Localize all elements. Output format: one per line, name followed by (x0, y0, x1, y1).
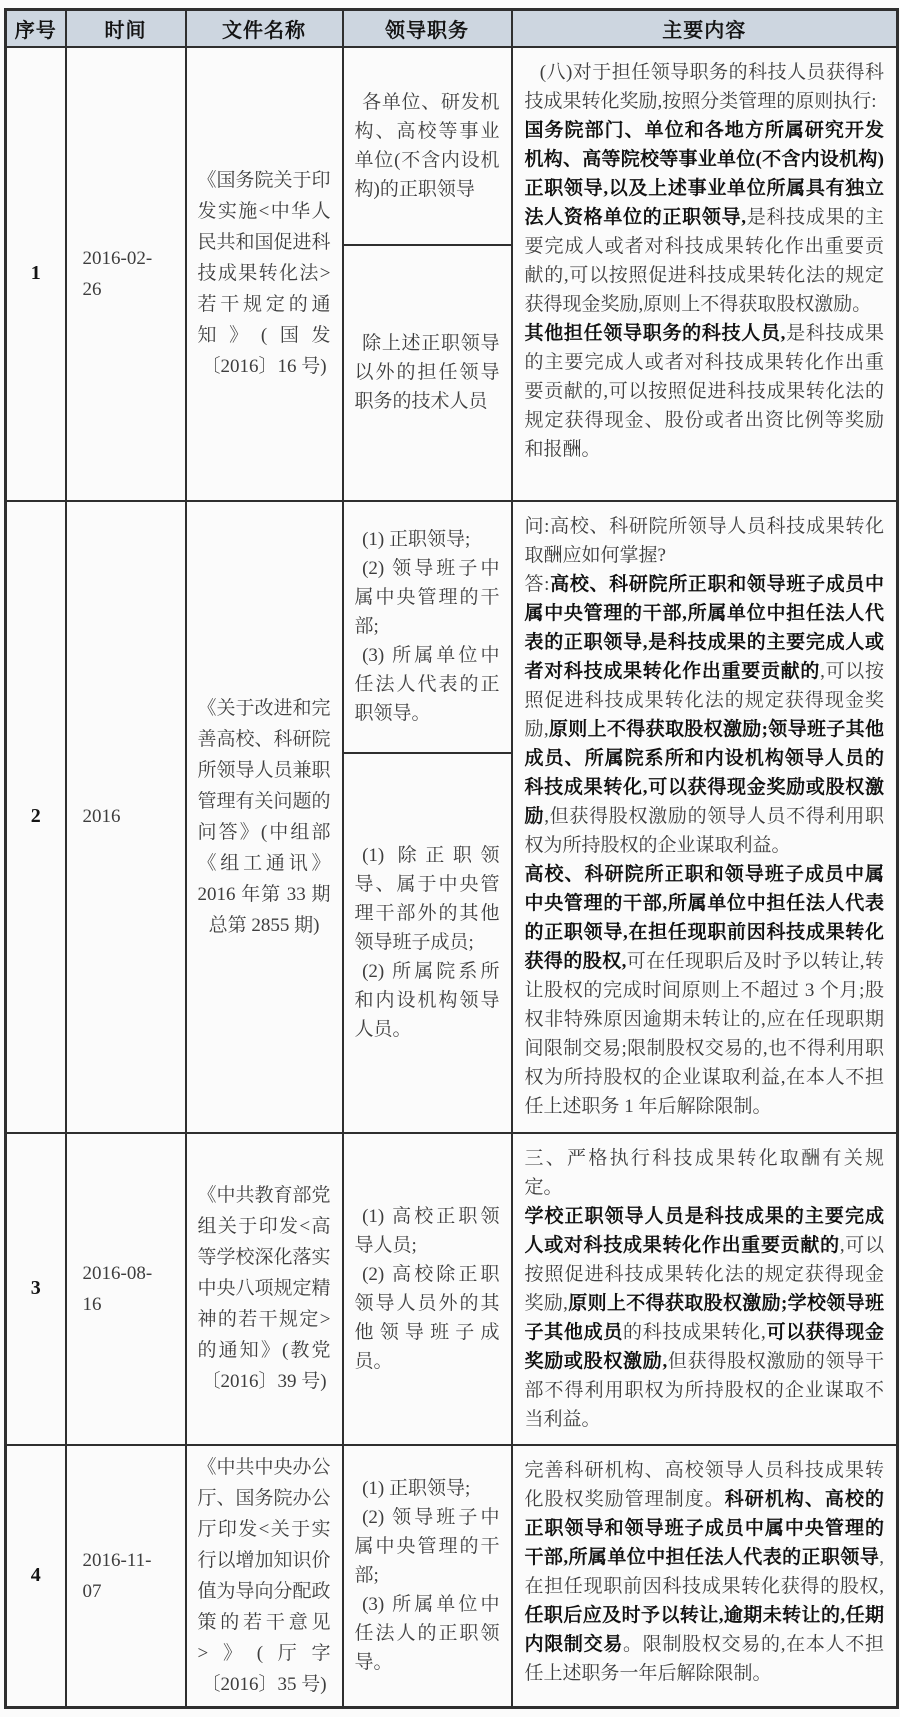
table-body (6, 47, 898, 1708)
content-paragraph (525, 512, 885, 570)
position-item: (2) 领导班子中属中央管理的干部; (354, 1507, 500, 1586)
content-run: 答: (524, 573, 550, 595)
cell-doc-title: 《中共教育部党组关于印发<高等学校深化落实中央八项规定精神的若干规定>的通知》(教党〔2016〕39 号) (186, 1133, 343, 1445)
content-run: 三、严格执行科技成果转化取酬有关规定。 (524, 1147, 884, 1198)
position-item: (2) 所属院系所和内设机构领导人员。 (354, 961, 500, 1040)
cell-serial: 2 (6, 501, 66, 1133)
cell-serial: 4 (6, 1445, 66, 1708)
content-run-bold: 原则上不得获取股权激励;领导班子其他成员、所属院系所和内设机构领导人员的科技成果转化,可以获得现金奖励或股权激励 (524, 718, 884, 827)
cell-main-content (512, 501, 898, 1133)
content-run: (八)对于担任领导职务的科技人员获得科技成果转化奖励,按照分类管理的原则执行: (524, 61, 884, 112)
position-item: 各单位、研发机构、高校等事业单位(不含内设机构)的正职领导 (354, 91, 500, 200)
content-paragraph (525, 570, 885, 860)
position-item: (3) 所属单位中任法人代表的正职领导。 (354, 645, 500, 724)
position-item: 除上述正职领导以外的担任领导职务的技术人员 (354, 333, 500, 412)
content-run: 问:高校、科研院所领导人员科技成果转化取酬应如何掌握? (524, 515, 884, 566)
date-text: 2016-02-26 (82, 247, 153, 300)
content-paragraph (525, 1202, 885, 1434)
content-run: ,可以按照促进科技成果转化法的规定获得现金奖励, (524, 660, 884, 740)
content-paragraph (525, 58, 885, 116)
cell-position (343, 1133, 512, 1445)
cell-doc-title: 《关于改进和完善高校、科研院所领导人员兼职管理有关问题的问答》(中组部《组工通讯》2016 年第 33 期总第 2855 期) (186, 501, 343, 1133)
cell-date (66, 1133, 186, 1445)
content-run: 完善科研机构、高校领导人员科技成果转化股权奖励管理制度。 (524, 1459, 884, 1510)
content-run: 是科技成果的主要完成人或者对科技成果转化作出重要贡献的,可以按照促进科技成果转化法的规定获得现金奖励,原则上不得获取股权激励。 (524, 206, 884, 315)
content-run: ,可以按照促进科技成果转化法的规定获得现金奖励, (524, 1234, 884, 1314)
content-paragraph (525, 116, 885, 319)
content-paragraph (525, 1144, 885, 1202)
cell-doc-title: 《国务院关于印发实施<中华人民共和国促进科技成果转化法>若干规定的通知》(国发〔2016〕16 号) (186, 47, 343, 501)
position-item: (2) 领导班子中属中央管理的干部; (354, 558, 500, 637)
cell-serial: 1 (6, 47, 66, 501)
policy-table (4, 8, 899, 1709)
content-run-bold: 科研机构、高校的正职领导和领导班子成员中属中央管理的干部,所属单位中担任法人代表的正职领导 (524, 1488, 884, 1568)
position-item: (1) 正职领导; (362, 529, 471, 550)
cell-position (343, 47, 512, 245)
content-run-bold: 任职后应及时予以转让,逾期未转让的,任期内限制交易 (524, 1604, 884, 1655)
position-item: (3) 所属单位中任法人的正职领导。 (354, 1594, 500, 1673)
cell-position (343, 1445, 512, 1708)
content-run-bold: 高校、科研院所正职和领导班子成员中属中央管理的干部,所属单位中担任法人代表的正职领导,在担任现职前因科技成果转化获得的股权, (524, 863, 884, 972)
cell-serial: 3 (6, 1133, 66, 1445)
content-run: 但获得股权激励的领导干部不得利用职权为所持股权的企业谋取不当利益。 (524, 1350, 884, 1430)
cell-main-content (512, 1133, 898, 1445)
content-run-bold: 可以获得现金奖励或股权激励, (524, 1321, 884, 1372)
cell-position (343, 753, 512, 1133)
content-paragraph (525, 1456, 885, 1688)
cell-main-content (512, 1445, 898, 1708)
header-row (6, 10, 898, 47)
content-run-bold: 其他担任领导职务的科技人员, (524, 322, 786, 344)
column-header-serial: 序号 (6, 10, 66, 47)
date-text: 2016 (82, 806, 121, 827)
table-row (6, 1445, 898, 1708)
column-header-main-content: 主要内容 (512, 10, 898, 47)
date-text: 2016-11-07 (82, 1549, 152, 1602)
content-run-bold: 原则上不得获取股权激励;学校领导班子其他成员 (524, 1292, 884, 1343)
content-run: 的科技成果转化, (623, 1321, 766, 1343)
table-row (6, 1133, 898, 1445)
cell-doc-title: 《中共中央办公厅、国务院办公厅印发<关于实行以增加知识价值为导向分配政策的若干意见>》(厅字〔2016〕35 号) (186, 1445, 343, 1708)
cell-main-content (512, 47, 898, 501)
column-header-date: 时间 (66, 10, 186, 47)
content-run-bold: 高校、科研院所正职和领导班子成员中属中央管理的干部,所属单位中担任法人代表的正职领导,是科技成果的主要完成人或者对科技成果转化作出重要贡献的 (524, 573, 884, 682)
content-paragraph (525, 860, 885, 1121)
cell-date (66, 1445, 186, 1708)
cell-position (343, 245, 512, 501)
content-run: ,在担任现职前因科技成果转化获得的股权, (524, 1546, 884, 1597)
content-paragraph (525, 319, 885, 464)
position-item: (1) 正职领导; (362, 1478, 471, 1499)
position-item: (1) 除正职领导、属于中央管理干部外的其他领导班子成员; (354, 845, 500, 953)
content-run: 。限制股权交易的,在本人不担任上述职务一年后解除限制。 (524, 1633, 884, 1684)
position-item: (1) 高校正职领导人员; (354, 1205, 500, 1256)
content-run-bold: 学校正职领导人员是科技成果的主要完成人或对科技成果转化作出重要贡献的 (524, 1205, 884, 1256)
table-row (6, 47, 898, 245)
content-run: ,但获得股权激励的领导人员不得利用职权为所持股权的企业谋取利益。 (524, 805, 884, 856)
column-header-doc-title: 文件名称 (186, 10, 343, 47)
column-header-position: 领导职务 (343, 10, 512, 47)
content-run: 可在任现职后及时予以转让,转让股权的完成时间原则上不超过 3 个月;股权非特殊原因逾期未转让的,应在任现职期间限制交易;限制股权交易的,也不得利用职权为所持股权的企业谋取利益,在本人不担任上述职务 1 年后解除限制。 (524, 950, 884, 1117)
table-row (6, 501, 898, 753)
content-run: 是科技成果的主要完成人或者对科技成果转化作出重要贡献的,可以按照促进科技成果转化法的规定获得现金、股份或者出资比例等奖励和报酬。 (524, 322, 884, 460)
cell-position (343, 501, 512, 753)
content-run-bold: 国务院部门、单位和各地方所属研究开发机构、高等院校等事业单位(不含内设机构)正职领导,以及上述事业单位所属具有独立法人资格单位的正职领导, (524, 119, 884, 228)
cell-date (66, 47, 186, 501)
position-item: (2) 高校除正职领导人员外的其他领导班子成员。 (354, 1263, 500, 1372)
cell-date (66, 501, 186, 1133)
date-text: 2016-08-16 (82, 1262, 153, 1315)
